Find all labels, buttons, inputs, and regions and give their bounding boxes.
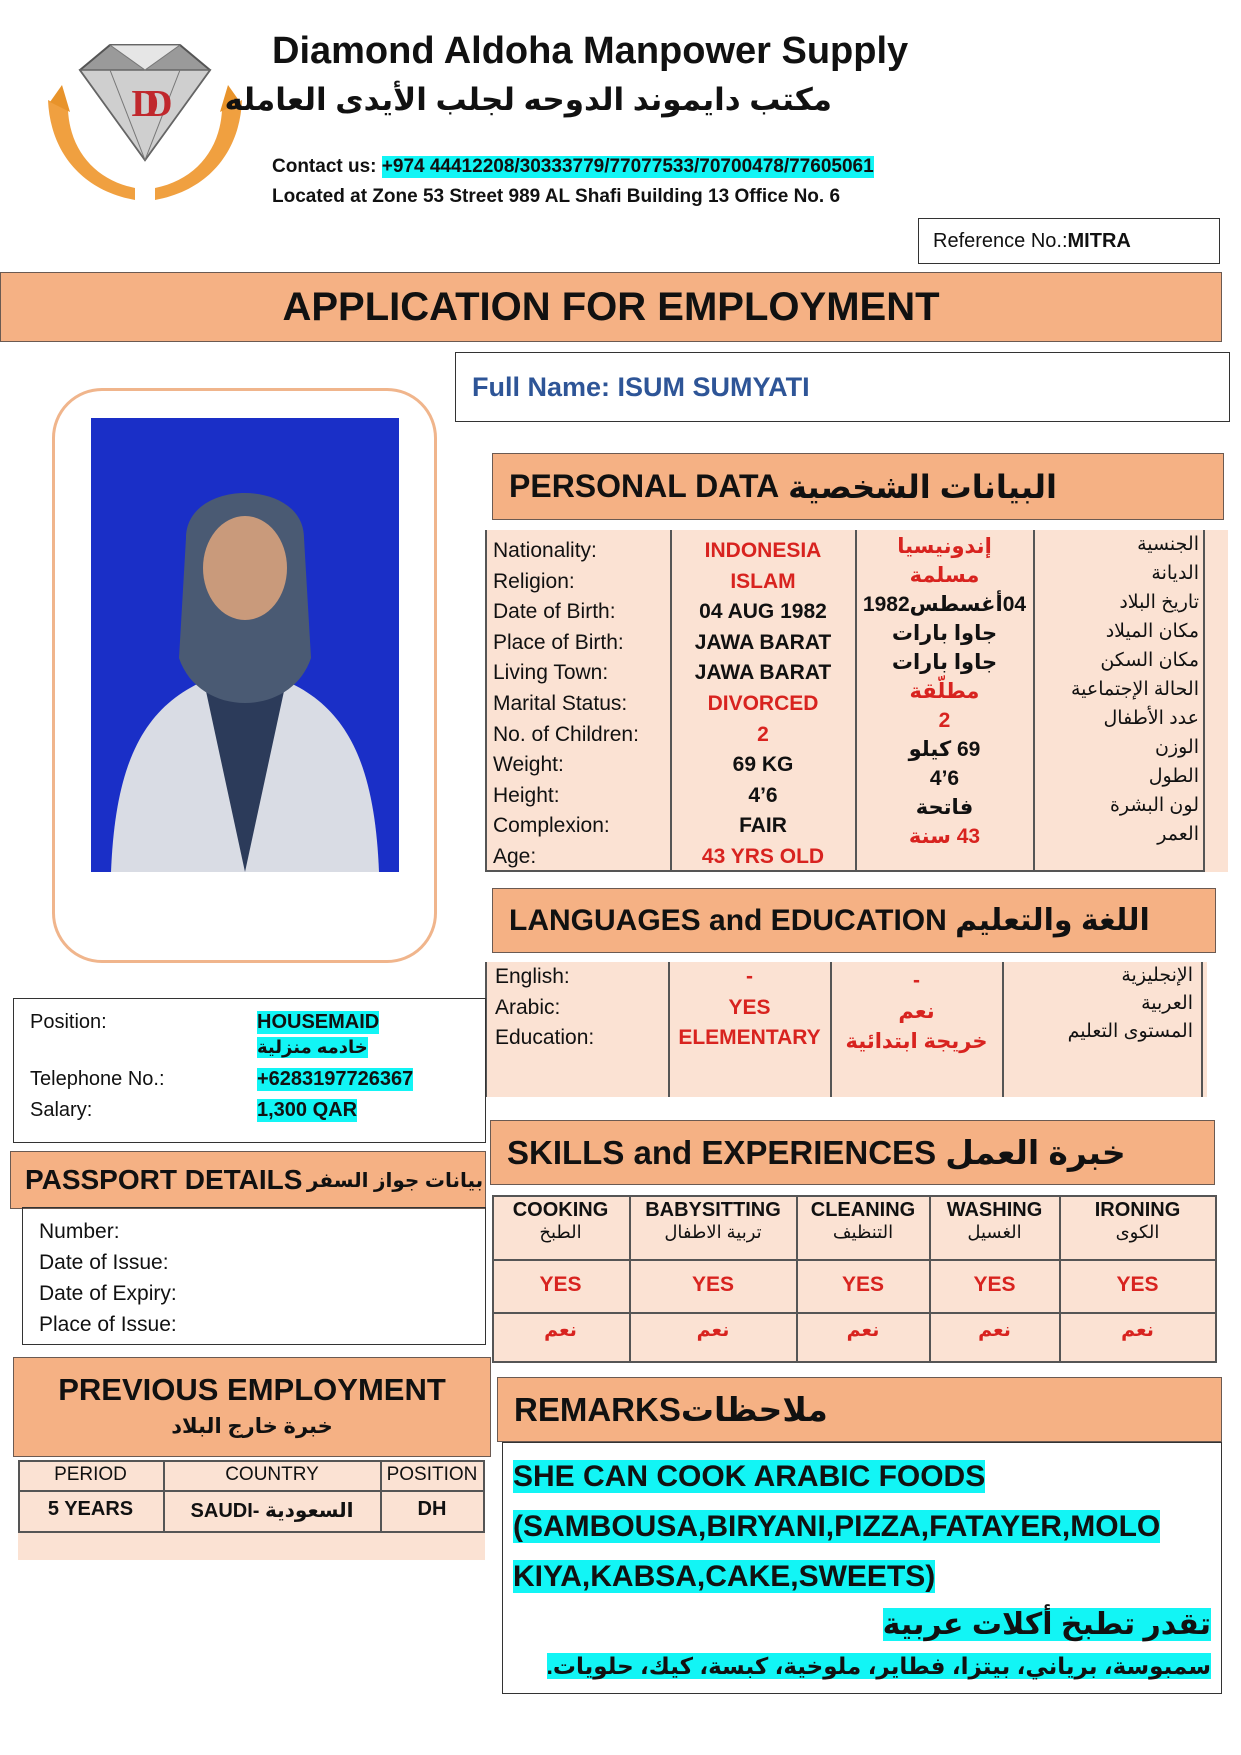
pd-label-ar: مكان السكن (1100, 650, 1199, 671)
company-logo (40, 40, 250, 215)
pd-label-ar: تاريخ البلاد (1119, 592, 1199, 613)
remarks-heading-en: REMARKS (514, 1390, 681, 1428)
salary-label: Salary: (30, 1099, 93, 1121)
pd-value: 4’6 (748, 783, 778, 807)
logo-letters: DD (131, 83, 159, 125)
pd-value-ar: مطلّقة (909, 680, 980, 703)
pd-value-ar: مسلمة (909, 564, 980, 587)
remarks-text-en-3: KIYA,KABSA,CAKE,SWEETS) (513, 1560, 936, 1593)
skill-value: YES (1116, 1273, 1159, 1296)
applicant-photo (91, 418, 399, 872)
prev-header-period: PERIOD (54, 1464, 127, 1485)
pd-value-ar: 04أغسطس1982 (862, 593, 1027, 616)
pd-value: INDONESIA (704, 539, 822, 562)
remarks-heading-ar: ملاحظات (680, 1391, 828, 1428)
pd-value: FAIR (739, 814, 787, 838)
languages-band (492, 888, 1216, 953)
skill-value-ar: نعم (544, 1320, 577, 1341)
remarks-band (497, 1377, 1222, 1442)
lang-label: Education: (495, 1026, 595, 1050)
passport-issue-date-label: Date of Issue: (39, 1251, 169, 1274)
personal-data-band (492, 453, 1224, 520)
pd-value: 43 YRS OLD (701, 844, 825, 868)
prev-country-value: SAUDI- السعودية (190, 1500, 354, 1522)
skill-name-ar: الكوى (1115, 1222, 1160, 1242)
skills-table (492, 1195, 1217, 1363)
remarks-line (513, 1557, 935, 1597)
page-title: APPLICATION FOR EMPLOYMENT (282, 284, 940, 329)
prev-header-position: POSITION (386, 1464, 478, 1485)
pd-value: DIVORCED (707, 691, 819, 715)
skill-name: IRONING (1094, 1199, 1181, 1221)
skill-ironing (1060, 1199, 1215, 1243)
personal-values-ar-col (856, 530, 1033, 872)
skills-band (490, 1120, 1215, 1185)
lang-label: English: (495, 965, 570, 988)
pd-label-ar: الجنسية (1137, 534, 1199, 555)
lang-labels-col (495, 962, 667, 1097)
pd-label-ar: العمر (1157, 824, 1199, 845)
lang-value: ELEMENTARY (678, 1026, 821, 1050)
skill-value-ar: نعم (1121, 1320, 1154, 1341)
skill-name: WASHING (946, 1199, 1043, 1221)
skills-heading-en: SKILLS and EXPERIENCES (507, 1133, 937, 1171)
position-box (13, 998, 486, 1143)
skill-name: BABYSITTING (645, 1199, 781, 1221)
skills-heading-ar: خبرة العمل (945, 1134, 1126, 1171)
reference-label: Reference No.: (933, 229, 1068, 252)
lang-values-col (669, 962, 830, 1097)
skill-value-ar: نعم (846, 1320, 880, 1341)
previous-employment-heading-ar: خبرة خارج البلاد (171, 1415, 333, 1438)
company-name-ar: مكتب دايموند الدوحه لجلب الأيدى العامله (224, 82, 832, 117)
pd-label-ar: مكان الميلاد (1105, 621, 1199, 642)
skill-name-ar: الغسيل (967, 1222, 1022, 1242)
pd-label: Complexion: (493, 814, 610, 838)
skill-value: YES (691, 1273, 735, 1296)
remarks-line (513, 1457, 985, 1497)
pd-value-ar: إندونيسيا (897, 535, 992, 558)
passport-number-label: Number: (39, 1220, 120, 1243)
remarks-text-ar-1: تقدر تطبخ أكلات عربية (882, 1608, 1211, 1641)
full-name-box (455, 352, 1230, 422)
pd-label: Nationality: (493, 539, 597, 562)
pd-value: ISLAM (730, 569, 796, 593)
pd-label-ar: لون البشرة (1109, 795, 1199, 816)
lang-value: - (746, 965, 753, 988)
skill-value-ar: نعم (978, 1320, 1011, 1341)
company-name-en: Diamond Aldoha Manpower Supply (272, 30, 909, 72)
pd-value: 69 KG (732, 753, 794, 777)
pd-value: JAWA BARAT (694, 661, 832, 685)
pd-label: Marital Status: (493, 691, 628, 715)
personal-data-heading-ar: البيانات الشخصية (788, 468, 1057, 505)
lang-value-ar: - (913, 969, 920, 992)
skill-name-ar: التنظيف (832, 1222, 894, 1242)
position-value: HOUSEMAID (257, 1011, 380, 1033)
skill-value: YES (973, 1273, 1016, 1296)
personal-labels-col (493, 530, 669, 872)
skill-cooking (492, 1199, 629, 1243)
personal-data-heading-en: PERSONAL DATA (509, 468, 780, 504)
previous-employment-table (18, 1460, 485, 1560)
passport-fields-box (22, 1207, 486, 1345)
remarks-box (502, 1442, 1222, 1694)
passport-expiry-date-label: Date of Expiry: (39, 1282, 177, 1305)
lang-label-ar: المستوى التعليم (1067, 1021, 1193, 1042)
lang-value-ar: نعم (898, 999, 935, 1023)
remarks-line (883, 1605, 1211, 1645)
pd-label: Religion: (493, 569, 575, 593)
reference-value: MITRA (1067, 229, 1131, 252)
skill-name-ar: تربية الاطفال (664, 1222, 762, 1242)
previous-employment-band (13, 1357, 491, 1457)
languages-heading-en: LANGUAGES and EDUCATION (509, 903, 947, 937)
pd-value-ar: جاوا بارات (891, 651, 998, 674)
pd-value: JAWA BARAT (694, 630, 832, 654)
passport-heading-ar: بيانات جواز السفر (306, 1169, 484, 1192)
skill-cleaning (797, 1199, 929, 1243)
pd-label-ar: الوزن (1154, 737, 1199, 758)
passport-issue-place-label: Place of Issue: (39, 1313, 177, 1336)
contact-numbers: +974 44412208/30333779/77077533/70700478/77605061 (381, 156, 874, 177)
remarks-text-en-1: SHE CAN COOK ARABIC FOODS (513, 1460, 986, 1493)
pd-label: Height: (493, 783, 560, 807)
contact-line (272, 156, 874, 178)
skill-value-ar: نعم (696, 1320, 730, 1341)
skill-washing (930, 1199, 1059, 1243)
personal-data-table (485, 530, 1228, 872)
remarks-line (513, 1507, 1160, 1547)
pd-value-ar: جاوا بارات (891, 622, 998, 645)
pd-value-ar: 2 (938, 709, 951, 732)
languages-table (485, 962, 1207, 1097)
pd-label: Date of Birth: (493, 600, 616, 624)
pd-label: Place of Birth: (493, 630, 624, 654)
pd-value-ar: 69 كيلو (908, 738, 981, 761)
skill-name-ar: الطبخ (539, 1222, 582, 1242)
telephone-value: +6283197726367 (257, 1068, 414, 1090)
lang-label-ar: العربية (1141, 993, 1193, 1014)
pd-label-ar: الحالة الإجتماعية (1071, 679, 1199, 700)
company-address: Located at Zone 53 Street 989 AL Shafi Building 13 Office No. 6 (272, 186, 841, 207)
skill-name: COOKING (512, 1199, 609, 1221)
position-label: Position: (30, 1011, 107, 1033)
contact-label: Contact us: (272, 156, 377, 177)
pd-label: Weight: (493, 753, 564, 777)
pd-label-ar: الديانة (1151, 563, 1199, 584)
prev-position-value: DH (417, 1498, 447, 1520)
pd-label: Living Town: (493, 661, 609, 685)
prev-header-country: COUNTRY (225, 1464, 319, 1485)
pd-label: Age: (493, 844, 537, 868)
lang-values-ar-col (831, 962, 1002, 1097)
application-title-band (0, 272, 1222, 342)
pd-value-ar: فاتحة (915, 796, 974, 819)
reference-box (918, 218, 1220, 264)
pd-value: 04 AUG 1982 (699, 600, 827, 624)
skill-babysitting (630, 1199, 796, 1243)
lang-value: YES (728, 995, 771, 1019)
remarks-text-en-2: (SAMBOUSA,BIRYANI,PIZZA,FATAYER,MOLO (513, 1510, 1161, 1543)
lang-label-ar: الإنجليزية (1121, 965, 1193, 986)
full-name-value: ISUM SUMYATI (617, 371, 810, 402)
personal-labels-ar-col (1034, 530, 1201, 872)
pd-value: 2 (757, 722, 769, 746)
pd-value-ar: 6’4 (929, 767, 960, 790)
lang-value-ar: خريجة ابتدائية (845, 1030, 988, 1054)
position-value-ar: خادمه منزلية (257, 1037, 368, 1057)
passport-band (10, 1151, 486, 1209)
skill-value: YES (539, 1273, 582, 1296)
pd-label-ar: عدد الأطفال (1103, 708, 1199, 729)
pd-label-ar: الطول (1148, 766, 1199, 787)
lang-label: Arabic: (495, 995, 561, 1019)
previous-employment-heading-en: PREVIOUS EMPLOYMENT (58, 1372, 446, 1407)
skill-name: CLEANING (810, 1199, 916, 1221)
pd-label: No. of Children: (493, 722, 639, 746)
telephone-label: Telephone No.: (30, 1068, 165, 1090)
lang-labels-ar-col (1003, 962, 1193, 1097)
languages-heading-ar: اللغة والتعليم (955, 904, 1150, 937)
personal-values-col (671, 530, 855, 872)
salary-value: 1,300 QAR (257, 1099, 358, 1121)
passport-heading-en: PASSPORT DETAILS (25, 1164, 303, 1195)
prev-period-value: 5 YEARS (47, 1498, 134, 1520)
remarks-line (547, 1649, 1212, 1683)
full-name-label: Full Name: (472, 371, 611, 402)
pd-value-ar: 43 سنة (908, 825, 981, 848)
skill-value: YES (841, 1273, 885, 1296)
remarks-text-ar-2: سمبوسة، برياني، بيتزا، فطاير، ملوخية، كبسة، كيك، حلويات. (546, 1653, 1211, 1679)
